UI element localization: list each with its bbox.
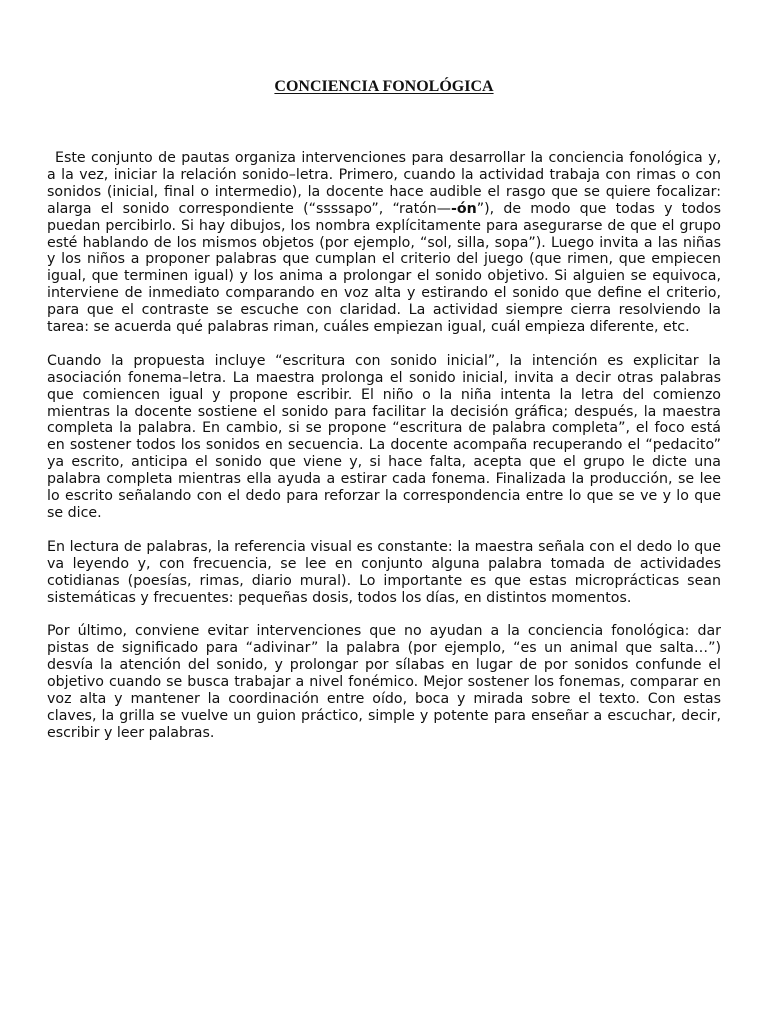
paragraph-1-text-b: ”), de modo que todas y todos puedan percibirlo. Si hay dibujos, los nombra explícitamente para asegurarse de que el grupo esté hablando de los mismos objetos (por ejemplo, “sol, silla, sopa”). Luego invita a las niñas y los niños a proponer palabras que cumplan el criterio del juego (que rimen, que empiecen igual, que terminen igual) y los anima a prolongar el sonido objetivo. Si alguien se equivoca, interviene de inmediato comparando en voz alta y estirando el sonido que define el criterio, para que el contraste se escuche con claridad. La actividad siempre cierra resolviendo la tarea: se acuerda qué palabras riman, cuáles empiezan igual, cuál empieza diferente, etc. xyxy=(47,200,722,336)
paragraph-1-emphasis: -ón xyxy=(451,200,477,217)
paragraph-1-text-a: Este conjunto de pautas organiza intervenciones para desarrollar la conciencia fonológica y, a la vez, iniciar la relación sonido–letra. Primero, cuando la actividad trabaja con rimas o con sonidos (inicial, final o intermedio), la docente hace audible el rasgo que se quiere focalizar: alarga el sonido correspondiente (“ssssapo”, “ratón— xyxy=(47,150,721,217)
document-body xyxy=(47,150,721,759)
paragraph-4: Por último, conviene evitar intervenciones que no ayudan a la conciencia fonológica: dar pistas de significado para “adivinar” la palabra (por ejemplo, “es un animal que salta…”) desvía la atención del sonido, y prolongar por sílabas en lugar de por sonidos confunde el objetivo cuando se busca trabajar a nivel fonémico. Mejor sostener los fonemas, comparar en voz alta y mantener la coordinación entre oído, boca y mirada sobre el texto. Con estas claves, la grilla se vuelve un guion práctico, simple y potente para enseñar a escuchar, decir, escribir y leer palabras. xyxy=(47,623,721,741)
paragraph-1 xyxy=(47,150,721,336)
paragraph-2: Cuando la propuesta incluye “escritura con sonido inicial”, la intención es explicitar la asociación fonema–letra. La maestra prolonga el sonido inicial, invita a decir otras palabras que comiencen igual y propone escribir. El niño o la niña intenta la letra del comienzo mientras la docente sostiene el sonido para facilitar la decisión gráfica; después, la maestra completa la palabra. En cambio, si se propone “escritura de palabra completa”, el foco está en sostener todos los sonidos en secuencia. La docente acompaña recuperando el “pedacito” ya escrito, anticipa el sonido que viene y, si hace falta, acepta que el grupo le dicte una palabra completa mientras ella ayuda a estirar cada fonema. Finalizada la producción, se lee lo escrito señalando con el dedo para reforzar la correspondencia entre lo que se ve y lo que se dice. xyxy=(47,352,721,522)
paragraph-3: En lectura de palabras, la referencia visual es constante: la maestra señala con el dedo lo que va leyendo y, con frecuencia, se lee en conjunto alguna palabra tomada de actividades cotidianas (poesías, rimas, diario mural). Lo importante es que estas microprácticas sean sistemáticas y frecuentes: pequeñas dosis, todos los días, en distintos momentos. xyxy=(47,538,721,606)
document-title-text: CONCIENCIA FONOLÓGICA xyxy=(274,78,494,95)
document-title xyxy=(0,78,768,96)
